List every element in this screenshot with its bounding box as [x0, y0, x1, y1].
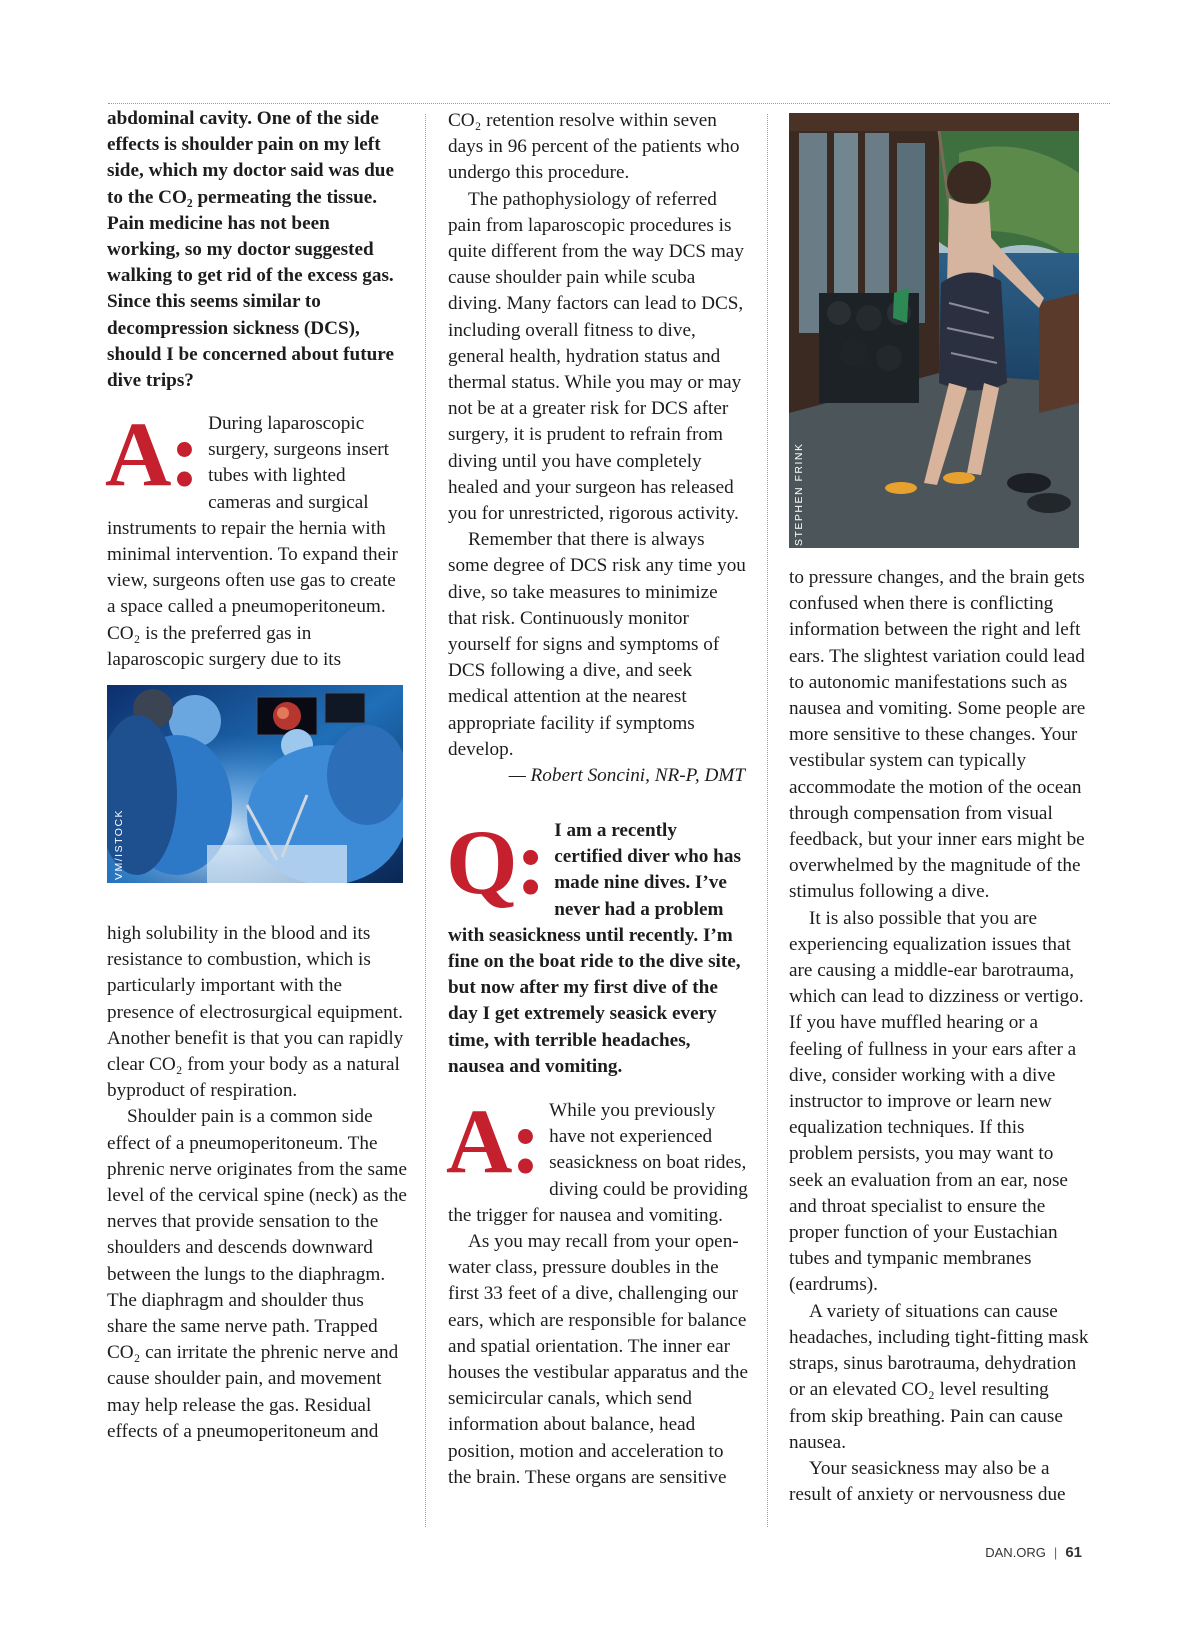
question-drop-cap: Q:	[446, 811, 547, 913]
page-number: 61	[1065, 1544, 1082, 1561]
answer-2: A: While you previously have not experienced seasickness on boat rides, diving could be providing the trigger for nausea and vomiting. As you may recall from your open-water class, pressure doubles in the first 33 feet of a dive, challenging our ears, which are responsible for balance and spatial orientation. The inner ear houses the vestibular apparatus and the semicircular canals, which send information about balance, head position, motion and acceleration to the brain. These organs are sensitive	[446, 1090, 748, 1488]
author-signature: — Robert Soncini, NR-P, DMT	[508, 765, 745, 787]
answer-1-conclusion: CO₂ retention resolve within seven days in 96 percent of the patients who undergo this procedure. The pathophysiology of referred pain from laparoscopic procedures is quite different from the way DCS may cause shoulder pain while scuba diving. Many factors can lead to DCS, including overall fitness to dive, general health, hydration status and thermal status. While you may or may not be at a greater risk for DCS after surgery, it is prudent to refrain from diving until you have completely healed and your surgeon has released you for unrestricted, rigorous activity. Remember that there is always some degree of DCS risk any time you dive, so take measures to minimize that risk. Continuously monitor yourself for signs and symptoms of DCS following a dive, and seek medical attention at the nearest appropriate facility if symptoms develop. — Robert Soncini, NR-P, DMT	[448, 108, 748, 789]
photo-credit-vm-istock: VM/ISTOCK	[113, 808, 125, 880]
answer-1-intro: A: During laparoscopic surgery, surgeons insert tubes with lighted cameras and surgical instruments to repair the hernia with minimal intervention. To expand their view, surgeons often use gas to create a space called a pneumoperitoneum. CO₂ is the preferred gas in laparoscopic surgery due to its	[105, 403, 398, 670]
column-divider-2	[767, 114, 768, 1527]
answer-drop-cap: A:	[105, 403, 201, 505]
page-footer	[985, 1544, 1082, 1561]
question-2: Q: I am a recently certified diver who has made nine dives. I’ve never had a problem with seasickness until recently. I’m fine on the boat ride to the dive site, but now after my first dive of the day I get extremely seasick every time, with terrible headaches, nausea and vomiting.	[446, 811, 741, 1077]
question-continuation: abdominal cavity. One of the side effects is shoulder pain on my left side, which my doctor said was due to the CO₂ permeating the tissue. Pain medicine has not been working, so my doctor suggested walking to get rid of the excess gas. Since this seems similar to decompression sickness (DCS), should I be concerned about future dive trips?	[107, 108, 394, 392]
surgery-photo-illustration	[107, 685, 403, 883]
footer-site: DAN.ORG	[985, 1545, 1046, 1560]
answer-1-continued: high solubility in the blood and its resistance to combustion, which is particularly important with the presence of electrosurgical equipment. Another benefit is that you can rapidly clear CO₂ from your body as a natural byproduct of respiration. Shoulder pain is a common side effect of a pneumoperitoneum. The phrenic nerve originates from the same level of the cervical spine (neck) as the nerves that provide sensation to the shoulders and descends downward between the lungs to the diaphragm. The diaphragm and shoulder thus share the same nerve path. Trapped CO₂ can irritate the phrenic nerve and cause shoulder pain, and movement may help release the gas. Residual effects of a pneumoperitoneum and	[107, 923, 407, 1442]
dive-boat-photo-illustration	[789, 113, 1079, 548]
dive-boat-photo	[789, 113, 1079, 548]
footer-separator: |	[1053, 1545, 1058, 1560]
answer-2-continued: to pressure changes, and the brain gets confused when there is conflicting information between the right and left ears. The slightest variation could lead to autonomic manifestations such as nausea and vomiting. Some people are more sensitive to these changes. Your vestibular system can typically accommodate the motion of the ocean through compensation from visual feedback, but your inner ears might be overwhelmed by the magnitude of the stimulus following a dive. It is also possible that you are experiencing equalization issues that are causing a middle-ear barotrauma, which can lead to dizziness or vertigo. If you have muffled hearing or a feeling of fullness in your ears after a dive, consider working with a dive instructor to improve or learn new equalization techniques. If this problem persists, you may want to seek an evaluation from an ear, nose and throat specialist to ensure the proper function of your Eustachian tubes and tympanic membranes (eardrums). A variety of situations can cause headaches, including tight-fitting mask straps, sinus barotrauma, dehydration or an elevated CO₂ level resulting from skip breathing. Pain can cause nausea. Your seasickness may also be a result of anxiety or nervousness due	[789, 567, 1089, 1506]
photo-credit-stephen-frink: STEPHEN FRINK	[793, 442, 805, 546]
column-divider-1	[425, 114, 426, 1527]
surgery-photo	[107, 685, 403, 883]
top-dotted-rule	[108, 103, 1110, 104]
answer-2-drop-cap: A:	[446, 1090, 542, 1192]
